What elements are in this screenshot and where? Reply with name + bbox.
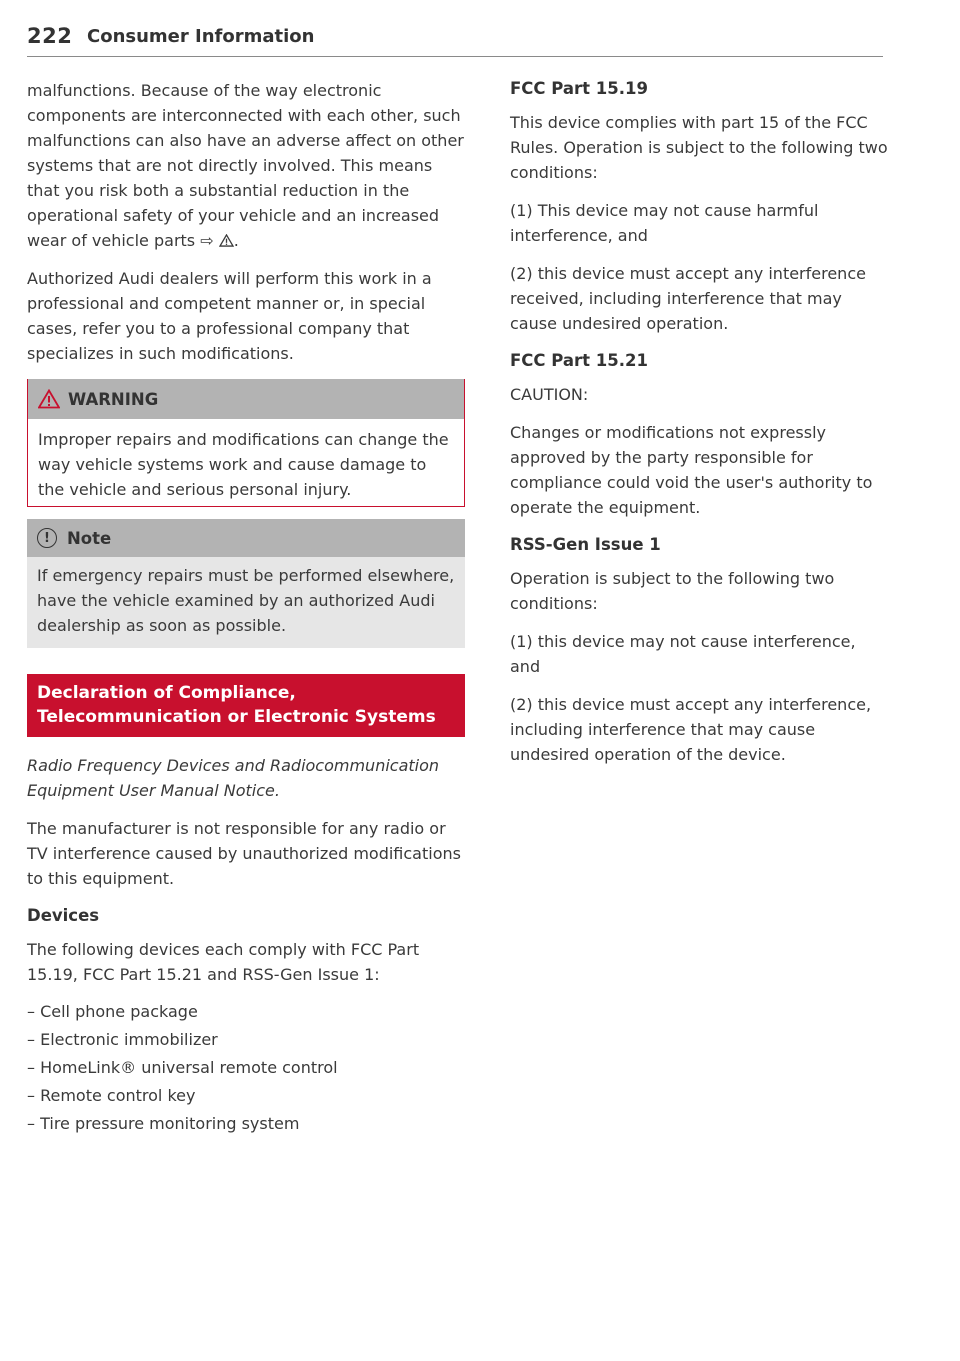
warning-body xyxy=(28,419,464,506)
note-text: If emergency repairs must be performed elsewhere, have the vehicle examined by an authorized Audi dealership as soon as possible. xyxy=(37,566,455,635)
warning-box xyxy=(27,379,465,507)
right-column xyxy=(510,78,890,780)
fcc-15-19-text: This device complies with part 15 of the FCC Rules. Operation is subject to the following two conditions: xyxy=(510,113,888,182)
devices-heading: Devices xyxy=(27,906,100,925)
list-item: – Cell phone package xyxy=(27,1002,198,1021)
rss-gen-condition-1: (1) this device may not cause interference, and xyxy=(510,632,856,676)
left-column xyxy=(27,78,465,1140)
paragraph-malfunctions: malfunctions. Because of the way electronic components are interconnected with each other, such malfunctions can also have an adverse affect on other systems that are not directly involved. This means that you risk both a substantial reduction in the operational safety of your vehicle and an increased wear of vehicle parts ⇨ . xyxy=(27,81,464,250)
warning-title: WARNING xyxy=(68,389,159,409)
devices-list xyxy=(27,1000,465,1136)
cross-ref-arrow: ⇨ xyxy=(200,231,214,250)
warning-triangle-icon xyxy=(219,234,234,247)
warning-header xyxy=(28,379,464,419)
devices-intro: The following devices each comply with FCC Part 15.19, FCC Part 15.21 and RSS-Gen Issue 1: xyxy=(27,940,420,984)
paragraph-manufacturer: The manufacturer is not responsible for any radio or TV interference caused by unauthorized modifications to this equipment. xyxy=(27,819,461,888)
list-item: – HomeLink® universal remote control xyxy=(27,1058,338,1077)
rss-gen-condition-2: (2) this device must accept any interference, including interference that may cause undesired operation of the device. xyxy=(510,695,872,764)
radio-notice-italic: Radio Frequency Devices and Radiocommunication Equipment User Manual Notice. xyxy=(27,756,440,800)
declaration-heading: Declaration of Compliance, Telecommunication or Electronic Systems xyxy=(27,674,465,737)
warning-text: Improper repairs and modifications can change the way vehicle systems work and cause damage to the vehicle and serious personal injury. xyxy=(38,430,449,499)
fcc-15-21-heading: FCC Part 15.21 xyxy=(510,351,648,370)
fcc-15-19-heading: FCC Part 15.19 xyxy=(510,79,648,98)
paragraph-malfunctions-text: malfunctions. Because of the way electronic components are interconnected with each other, such malfunctions can also have an adverse affect on other systems that are not directly involved. This means that you risk both a substantial reduction in the operational safety of your vehicle and an increased wear of vehicle parts xyxy=(27,81,464,250)
paragraph-dealers: Authorized Audi dealers will perform this work in a professional and competent manner or, in special cases, refer you to a professional company that specializes in such modifications. xyxy=(27,269,432,363)
section-title: Consumer Information xyxy=(87,26,315,47)
rss-gen-text: Operation is subject to the following two conditions: xyxy=(510,569,835,613)
rss-gen-heading: RSS-Gen Issue 1 xyxy=(510,535,661,554)
list-item: – Electronic immobilizer xyxy=(27,1030,218,1049)
note-header xyxy=(27,519,465,557)
list-item: – Tire pressure monitoring system xyxy=(27,1114,300,1133)
page-header xyxy=(27,24,883,57)
warning-triangle-icon xyxy=(38,389,60,409)
note-title: Note xyxy=(67,528,112,548)
page-number: 222 xyxy=(27,24,73,48)
info-circle-icon: ! xyxy=(37,528,57,548)
note-body xyxy=(27,557,465,648)
fcc-15-19-condition-2: (2) this device must accept any interference received, including interference that may cause undesired operation. xyxy=(510,264,866,333)
list-item: – Remote control key xyxy=(27,1086,196,1105)
note-box xyxy=(27,519,465,648)
caution-label: CAUTION: xyxy=(510,385,589,404)
fcc-15-19-condition-1: (1) This device may not cause harmful interference, and xyxy=(510,201,819,245)
fcc-15-21-text: Changes or modifications not expressly approved by the party responsible for compliance could void the user's authority to operate the equipment. xyxy=(510,423,873,517)
